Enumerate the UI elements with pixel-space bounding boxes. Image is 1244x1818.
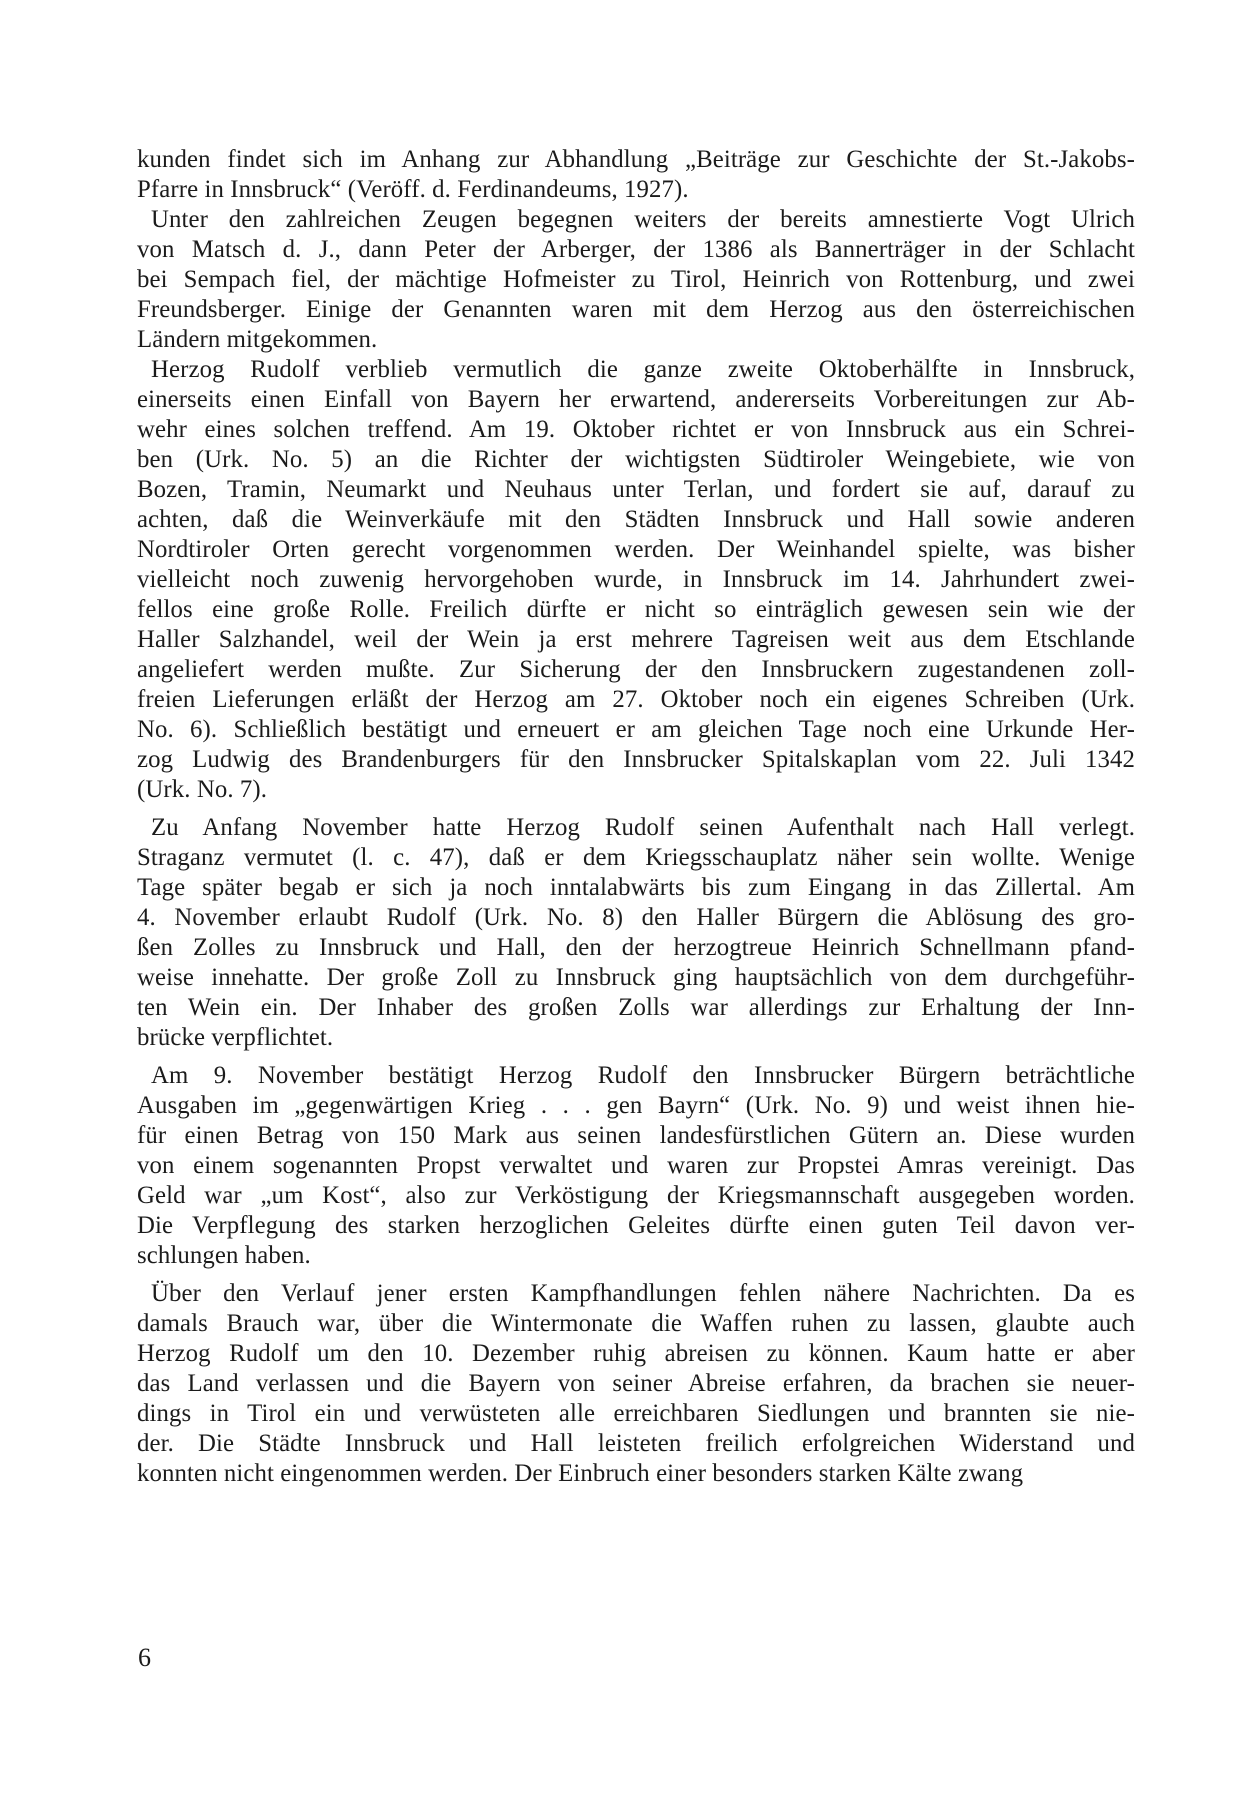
- text-line: schlungen haben.: [137, 1242, 311, 1269]
- text-line: fellos eine große Rolle. Freilich dürfte er nicht so einträglich gewesen sein wie der: [137, 596, 1135, 623]
- text-line: (Urk. No. 7).: [137, 776, 268, 803]
- text-line: damals Brauch war, über die Wintermonate die Waffen ruhen zu lassen, glaubte auch: [137, 1310, 1135, 1337]
- text-line: Ausgaben im „gegenwärtigen Krieg . . . gen Bayrn“ (Urk. No. 9) und weist ihnen hie-: [137, 1092, 1135, 1119]
- text-line: Herzog Rudolf um den 10. Dezember ruhig abreisen zu können. Kaum hatte er aber: [137, 1340, 1135, 1367]
- text-line: bei Sempach fiel, der mächtige Hofmeister zu Tirol, Heinrich von Rottenburg, und zwei: [137, 266, 1135, 293]
- text-line: Herzog Rudolf verblieb vermutlich die ganze zweite Oktoberhälfte in Innsbruck,: [151, 356, 1135, 383]
- text-line: Freundsberger. Einige der Genannten waren mit dem Herzog aus den österreichischen: [137, 296, 1135, 323]
- text-line: ten Wein ein. Der Inhaber des großen Zolls war allerdings zur Erhaltung der Inn-: [137, 994, 1135, 1021]
- text-line: Haller Salzhandel, weil der Wein ja erst mehrere Tagreisen weit aus dem Etschlande: [137, 626, 1135, 653]
- text-line: Unter den zahlreichen Zeugen begegnen weiters der bereits amnestierte Vogt Ulrich: [151, 206, 1135, 233]
- body-text: [137, 145, 1135, 1489]
- text-line: No. 6). Schließlich bestätigt und erneuert er am gleichen Tage noch eine Urkunde Her-: [137, 716, 1135, 743]
- text-line: Pfarre in Innsbruck“ (Veröff. d. Ferdinandeums, 1927).: [137, 176, 689, 203]
- paragraph: [137, 205, 1135, 355]
- text-line: kunden findet sich im Anhang zur Abhandlung „Beiträge zur Geschichte der St.-Jakobs-: [137, 146, 1135, 173]
- paragraph: [137, 1061, 1135, 1271]
- page-number: 6: [138, 1643, 151, 1672]
- text-line: achten, daß die Weinverkäufe mit den Städten Innsbruck und Hall sowie anderen: [137, 506, 1135, 533]
- text-line: Die Verpflegung des starken herzoglichen Geleites dürfte einen guten Teil davon ver-: [137, 1212, 1135, 1239]
- text-line: freien Lieferungen erläßt der Herzog am 27. Oktober noch ein eigenes Schreiben (Urk.: [137, 686, 1135, 713]
- text-line: brücke verpflichtet.: [137, 1024, 334, 1051]
- text-line: von Matsch d. J., dann Peter der Arberger, der 1386 als Bannerträger in der Schlacht: [137, 236, 1135, 263]
- text-line: Geld war „um Kost“, also zur Verköstigung der Kriegsmannschaft ausgegeben worden.: [137, 1182, 1135, 1209]
- text-line: Ländern mitgekommen.: [137, 326, 378, 353]
- paragraph: [137, 1279, 1135, 1489]
- paragraph: [137, 355, 1135, 805]
- text-line: dings in Tirol ein und verwüsteten alle erreichbaren Siedlungen und brannten sie nie-: [137, 1400, 1135, 1427]
- text-line: konnten nicht eingenommen werden. Der Einbruch einer besonders starken Kälte zwang: [137, 1460, 1024, 1487]
- text-line: Über den Verlauf jener ersten Kampfhandlungen fehlen nähere Nachrichten. Da es: [151, 1280, 1135, 1307]
- paragraph: [137, 145, 1135, 205]
- text-line: der. Die Städte Innsbruck und Hall leisteten freilich erfolgreichen Widerstand und: [137, 1430, 1135, 1457]
- text-line: Zu Anfang November hatte Herzog Rudolf seinen Aufenthalt nach Hall verlegt.: [151, 814, 1135, 841]
- paragraph: [137, 813, 1135, 1053]
- text-line: 4. November erlaubt Rudolf (Urk. No. 8) den Haller Bürgern die Ablösung des gro-: [137, 904, 1135, 931]
- text-line: weise innehatte. Der große Zoll zu Innsbruck ging hauptsächlich von dem durchgeführ-: [137, 964, 1135, 991]
- text-line: ben (Urk. No. 5) an die Richter der wichtigsten Südtiroler Weingebiete, wie von: [137, 446, 1135, 473]
- text-line: zog Ludwig des Brandenburgers für den Innsbrucker Spitalskaplan vom 22. Juli 1342: [137, 746, 1135, 773]
- text-line: Straganz vermutet (l. c. 47), daß er dem Kriegsschauplatz näher sein wollte. Wenige: [137, 844, 1135, 871]
- text-line: Nordtiroler Orten gerecht vorgenommen werden. Der Weinhandel spielte, was bisher: [137, 536, 1135, 563]
- text-line: vielleicht noch zuwenig hervorgehoben wurde, in Innsbruck im 14. Jahrhundert zwei-: [137, 566, 1135, 593]
- text-line: ßen Zolles zu Innsbruck und Hall, den der herzogtreue Heinrich Schnellmann pfand-: [137, 934, 1135, 961]
- text-line: für einen Betrag von 150 Mark aus seinen landesfürstlichen Gütern an. Diese wurden: [137, 1122, 1135, 1149]
- text-line: Tage später begab er sich ja noch inntalabwärts bis zum Eingang in das Zillertal. Am: [137, 874, 1135, 901]
- paragraph-gap: [137, 805, 1135, 813]
- text-line: angeliefert werden mußte. Zur Sicherung der den Innsbruckern zugestandenen zoll-: [137, 656, 1135, 683]
- paragraph-gap: [137, 1271, 1135, 1279]
- text-line: von einem sogenannten Propst verwaltet und waren zur Propstei Amras vereinigt. Das: [137, 1152, 1135, 1179]
- text-line: Am 9. November bestätigt Herzog Rudolf den Innsbrucker Bürgern beträchtliche: [151, 1062, 1135, 1089]
- text-line: Bozen, Tramin, Neumarkt und Neuhaus unter Terlan, und fordert sie auf, darauf zu: [137, 476, 1135, 503]
- text-line: wehr eines solchen treffend. Am 19. Oktober richtet er von Innsbruck aus ein Schrei-: [137, 416, 1135, 443]
- text-line: einerseits einen Einfall von Bayern her erwartend, andererseits Vorbereitungen zur Ab-: [137, 386, 1135, 413]
- paragraph-gap: [137, 1053, 1135, 1061]
- text-line: das Land verlassen und die Bayern von seiner Abreise erfahren, da brachen sie neuer-: [137, 1370, 1135, 1397]
